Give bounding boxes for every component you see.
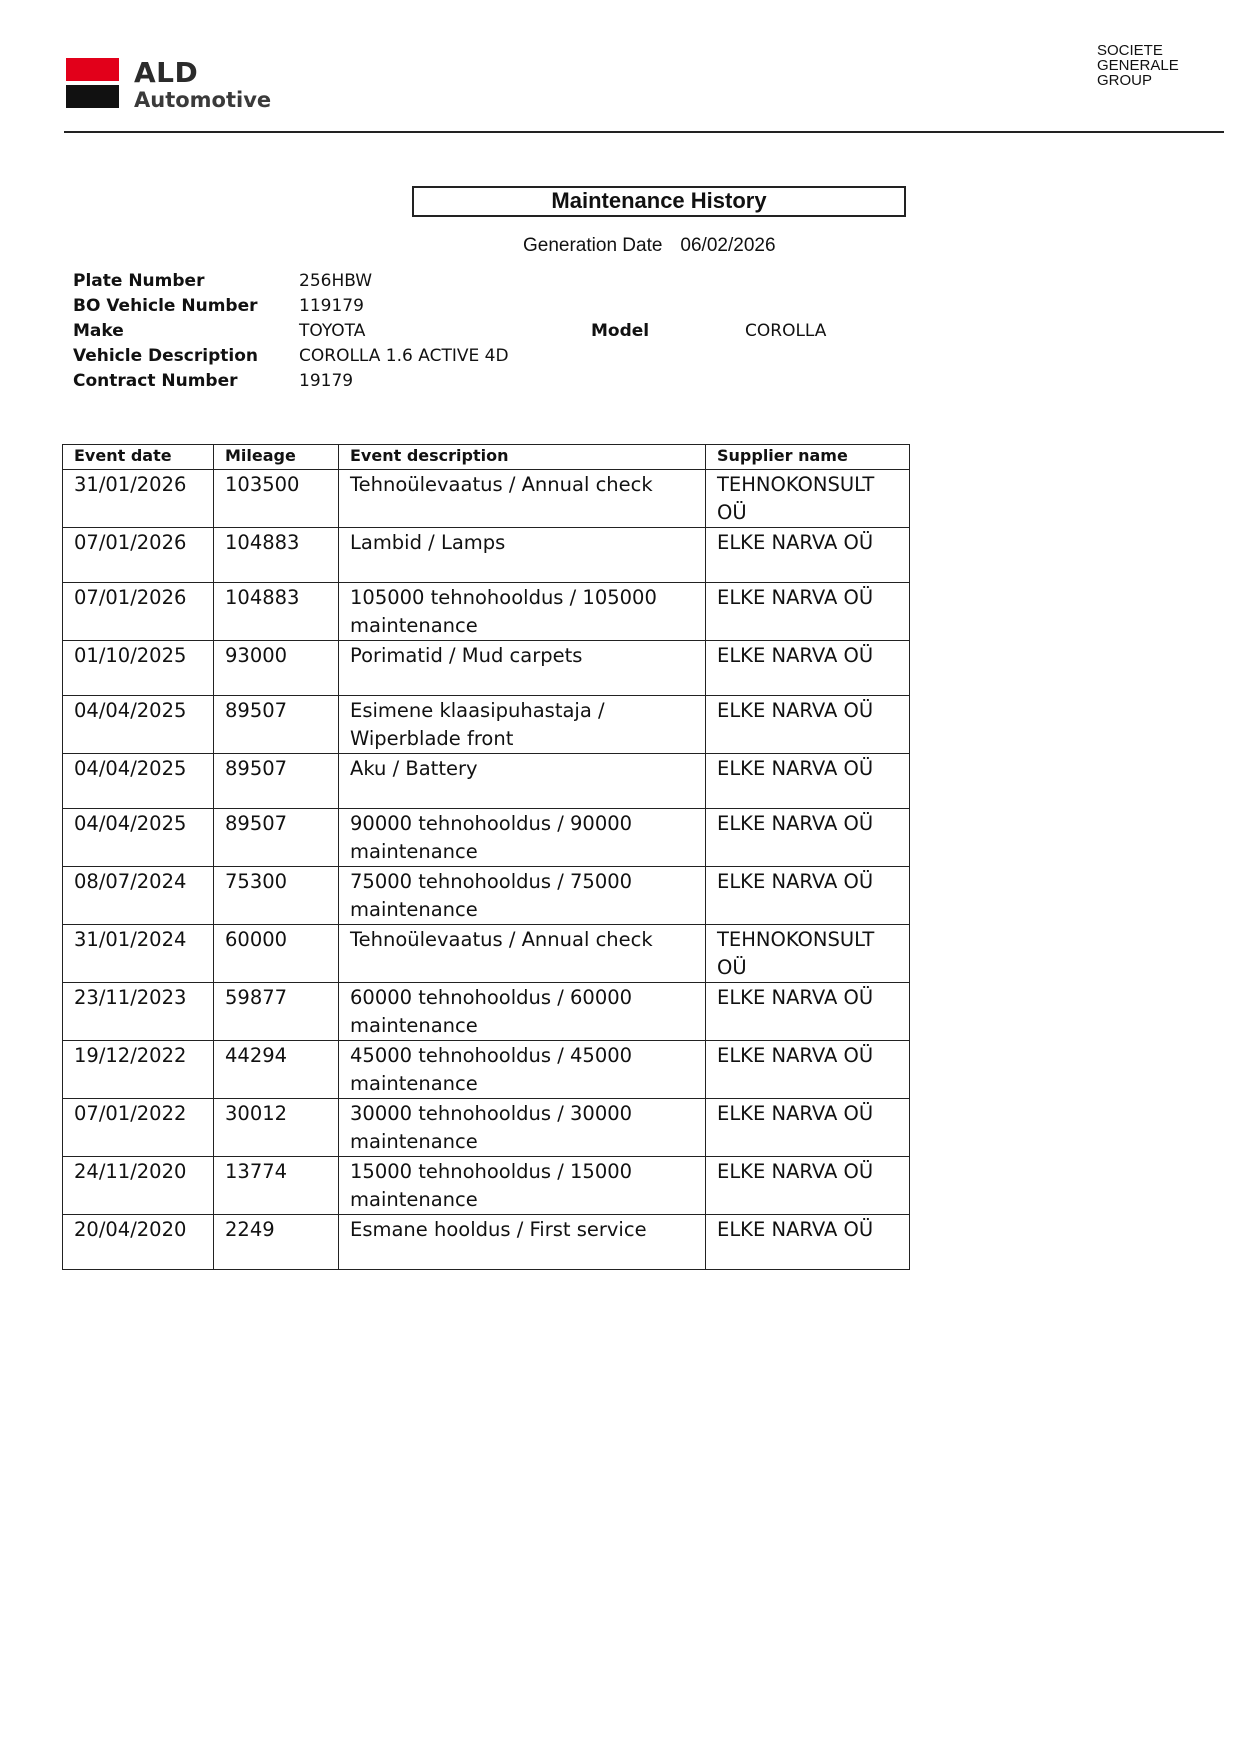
event-date-cell: 04/04/2025 bbox=[63, 809, 214, 867]
ald-automotive-logo bbox=[66, 56, 272, 118]
group-line: SOCIETE bbox=[1097, 42, 1163, 59]
model-label: Model bbox=[591, 321, 650, 341]
group-line: GENERALE bbox=[1097, 57, 1179, 74]
table-row bbox=[63, 867, 910, 925]
event-date-cell: 20/04/2020 bbox=[63, 1215, 214, 1270]
make-label: Make bbox=[73, 321, 124, 341]
group-line: GROUP bbox=[1097, 72, 1153, 89]
table-row bbox=[63, 696, 910, 754]
mileage-cell: 104883 bbox=[214, 528, 339, 583]
event-date-cell: 04/04/2025 bbox=[63, 696, 214, 754]
table-row bbox=[63, 583, 910, 641]
vehicle-description-label: Vehicle Description bbox=[73, 346, 258, 366]
table-row bbox=[63, 809, 910, 867]
supplier-name-cell: TEHNOKONSULT OÜ bbox=[706, 925, 910, 983]
event-date-cell: 24/11/2020 bbox=[63, 1157, 214, 1215]
event-date-cell: 07/01/2026 bbox=[63, 528, 214, 583]
mileage-cell: 104883 bbox=[214, 583, 339, 641]
supplier-name-cell: ELKE NARVA OÜ bbox=[706, 641, 910, 696]
ald-logo-icon bbox=[66, 58, 119, 108]
supplier-name-cell: ELKE NARVA OÜ bbox=[706, 1041, 910, 1099]
event-description-cell: 105000 tehnohooldus / 105000 maintenance bbox=[339, 583, 706, 641]
table-row bbox=[63, 1157, 910, 1215]
supplier-name-cell: ELKE NARVA OÜ bbox=[706, 1157, 910, 1215]
logo-text-automotive: Automotive bbox=[134, 88, 272, 112]
event-description-cell: 60000 tehnohooldus / 60000 maintenance bbox=[339, 983, 706, 1041]
contract-number-value: 19179 bbox=[299, 371, 354, 391]
bo-vehicle-number-label: BO Vehicle Number bbox=[73, 296, 258, 316]
header-mileage: Mileage bbox=[214, 445, 339, 470]
header-event-date: Event date bbox=[63, 445, 214, 470]
table-row bbox=[63, 641, 910, 696]
event-description-cell: 30000 tehnohooldus / 30000 maintenance bbox=[339, 1099, 706, 1157]
header-event-description: Event description bbox=[339, 445, 706, 470]
supplier-name-cell: ELKE NARVA OÜ bbox=[706, 1215, 910, 1270]
event-date-cell: 08/07/2024 bbox=[63, 867, 214, 925]
mileage-cell: 44294 bbox=[214, 1041, 339, 1099]
event-date-cell: 19/12/2022 bbox=[63, 1041, 214, 1099]
plate-number-value: 256HBW bbox=[299, 271, 373, 291]
mileage-cell: 89507 bbox=[214, 696, 339, 754]
event-description-cell: Porimatid / Mud carpets bbox=[339, 641, 706, 696]
header-supplier-name: Supplier name bbox=[706, 445, 910, 470]
supplier-name-cell: ELKE NARVA OÜ bbox=[706, 1099, 910, 1157]
event-description-cell: 45000 tehnohooldus / 45000 maintenance bbox=[339, 1041, 706, 1099]
event-description-cell: Tehnoülevaatus / Annual check bbox=[339, 925, 706, 983]
table-row bbox=[63, 470, 910, 528]
event-date-cell: 01/10/2025 bbox=[63, 641, 214, 696]
event-date-cell: 07/01/2026 bbox=[63, 583, 214, 641]
generation-date-label: Generation Date bbox=[523, 235, 663, 256]
supplier-name-cell: ELKE NARVA OÜ bbox=[706, 983, 910, 1041]
mileage-cell: 30012 bbox=[214, 1099, 339, 1157]
make-value: TOYOTA bbox=[299, 321, 366, 341]
event-description-cell: 15000 tehnohooldus / 15000 maintenance bbox=[339, 1157, 706, 1215]
generation-date-value: 06/02/2026 bbox=[680, 235, 776, 256]
mileage-cell: 93000 bbox=[214, 641, 339, 696]
mileage-cell: 75300 bbox=[214, 867, 339, 925]
event-date-cell: 31/01/2026 bbox=[63, 470, 214, 528]
table-row bbox=[63, 925, 910, 983]
table-row bbox=[63, 528, 910, 583]
page-title: Maintenance History bbox=[412, 186, 906, 217]
mileage-cell: 89507 bbox=[214, 754, 339, 809]
bo-vehicle-number-value: 119179 bbox=[299, 296, 364, 316]
mileage-cell: 2249 bbox=[214, 1215, 339, 1270]
event-date-cell: 23/11/2023 bbox=[63, 983, 214, 1041]
event-date-cell: 07/01/2022 bbox=[63, 1099, 214, 1157]
table-row bbox=[63, 1099, 910, 1157]
vehicle-description-value: COROLLA 1.6 ACTIVE 4D bbox=[299, 346, 509, 366]
event-description-cell: Lambid / Lamps bbox=[339, 528, 706, 583]
mileage-cell: 60000 bbox=[214, 925, 339, 983]
mileage-cell: 89507 bbox=[214, 809, 339, 867]
event-date-cell: 04/04/2025 bbox=[63, 754, 214, 809]
supplier-name-cell: ELKE NARVA OÜ bbox=[706, 867, 910, 925]
event-description-cell: 90000 tehnohooldus / 90000 maintenance bbox=[339, 809, 706, 867]
table-row bbox=[63, 983, 910, 1041]
event-description-cell: Aku / Battery bbox=[339, 754, 706, 809]
table-body bbox=[63, 470, 910, 1270]
supplier-name-cell: ELKE NARVA OÜ bbox=[706, 754, 910, 809]
supplier-name-cell: ELKE NARVA OÜ bbox=[706, 583, 910, 641]
mileage-cell: 103500 bbox=[214, 470, 339, 528]
header-divider bbox=[64, 131, 1224, 133]
supplier-name-cell: ELKE NARVA OÜ bbox=[706, 696, 910, 754]
event-description-cell: Tehnoülevaatus / Annual check bbox=[339, 470, 706, 528]
event-description-cell: Esmane hooldus / First service bbox=[339, 1215, 706, 1270]
mileage-cell: 13774 bbox=[214, 1157, 339, 1215]
table-row bbox=[63, 1215, 910, 1270]
contract-number-label: Contract Number bbox=[73, 371, 238, 391]
supplier-name-cell: ELKE NARVA OÜ bbox=[706, 528, 910, 583]
supplier-name-cell: ELKE NARVA OÜ bbox=[706, 809, 910, 867]
generation-date bbox=[523, 235, 776, 257]
logo-text-ald: ALD bbox=[134, 56, 199, 89]
model-value: COROLLA bbox=[745, 321, 827, 341]
event-description-cell: Esimene klaasipuhastaja / Wiperblade front bbox=[339, 696, 706, 754]
mileage-cell: 59877 bbox=[214, 983, 339, 1041]
table-header-row bbox=[63, 445, 910, 470]
event-date-cell: 31/01/2024 bbox=[63, 925, 214, 983]
maintenance-history-table bbox=[62, 444, 910, 1270]
event-description-cell: 75000 tehnohooldus / 75000 maintenance bbox=[339, 867, 706, 925]
plate-number-label: Plate Number bbox=[73, 271, 205, 291]
table-row bbox=[63, 754, 910, 809]
supplier-name-cell: TEHNOKONSULT OÜ bbox=[706, 470, 910, 528]
table-row bbox=[63, 1041, 910, 1099]
societe-generale-group-label bbox=[1097, 43, 1179, 88]
